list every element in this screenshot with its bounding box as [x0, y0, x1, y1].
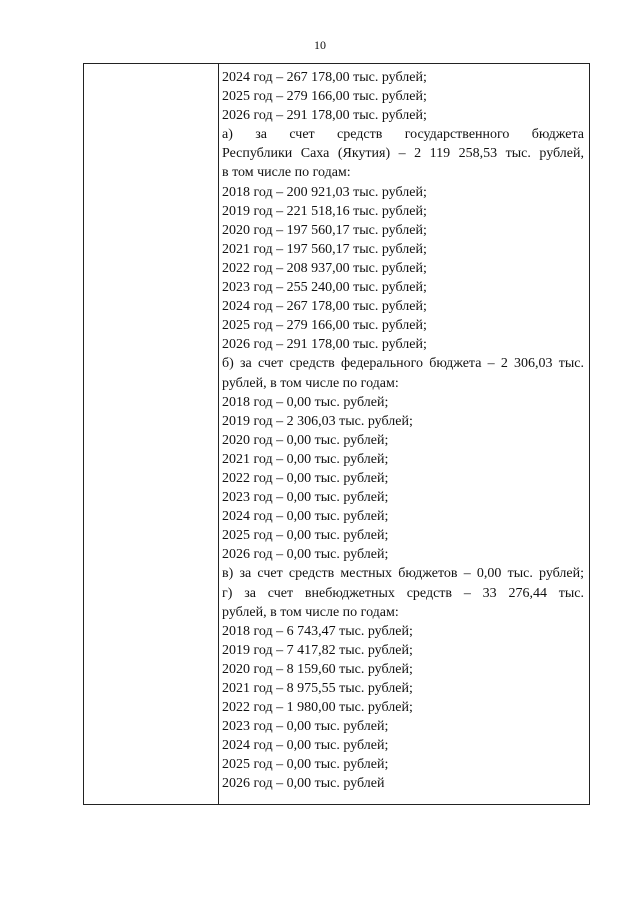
- table-left-cell: [84, 64, 218, 804]
- funding-line: 2022 год – 208 937,00 тыс. рублей;: [222, 260, 427, 276]
- funding-line: 2020 год – 0,00 тыс. рублей;: [222, 432, 389, 448]
- funding-line: 2026 год – 0,00 тыс. рублей: [222, 776, 385, 792]
- funding-line: в том числе по годам:: [222, 165, 351, 181]
- funding-line: 2023 год – 0,00 тыс. рублей;: [222, 719, 389, 735]
- funding-line: г) за счет внебюджетных средств – 33 276,44 тыс.: [222, 585, 584, 601]
- funding-line: 2025 год – 279 166,00 тыс. рублей;: [222, 89, 427, 105]
- funding-line: 2020 год – 197 560,17 тыс. рублей;: [222, 222, 427, 238]
- funding-line: 2026 год – 291 178,00 тыс. рублей;: [222, 337, 427, 353]
- funding-line: 2024 год – 0,00 тыс. рублей;: [222, 738, 389, 754]
- funding-line: 2020 год – 8 159,60 тыс. рублей;: [222, 661, 413, 677]
- funding-line: 2018 год – 0,00 тыс. рублей;: [222, 394, 389, 410]
- funding-line: 2025 год – 0,00 тыс. рублей;: [222, 528, 389, 544]
- funding-line: рублей, в том числе по годам:: [222, 604, 399, 620]
- funding-line: 2018 год – 200 921,03 тыс. рублей;: [222, 184, 427, 200]
- funding-line: 2024 год – 267 178,00 тыс. рублей;: [222, 299, 427, 315]
- funding-line: а) за счет средств государственного бюджета: [222, 127, 584, 143]
- funding-line: б) за счет средств федерального бюджета – 2 306,03 тыс.: [222, 356, 584, 372]
- funding-line: 2026 год – 0,00 тыс. рублей;: [222, 547, 389, 563]
- funding-line: 2019 год – 7 417,82 тыс. рублей;: [222, 642, 413, 658]
- funding-line: 2022 год – 0,00 тыс. рублей;: [222, 470, 389, 486]
- funding-line: 2018 год – 6 743,47 тыс. рублей;: [222, 623, 413, 639]
- funding-line: в) за счет средств местных бюджетов – 0,00 тыс. рублей;: [222, 566, 584, 582]
- funding-line: 2023 год – 0,00 тыс. рублей;: [222, 490, 389, 506]
- funding-line: 2025 год – 0,00 тыс. рублей;: [222, 757, 389, 773]
- table-right-cell: [222, 68, 584, 794]
- funding-line: 2026 год – 291 178,00 тыс. рублей;: [222, 108, 427, 124]
- funding-line: 2019 год – 221 518,16 тыс. рублей;: [222, 203, 427, 219]
- funding-line: 2023 год – 255 240,00 тыс. рублей;: [222, 280, 427, 296]
- funding-line: Республики Саха (Якутия) – 2 119 258,53 тыс. рублей,: [222, 146, 584, 162]
- funding-line: 2022 год – 1 980,00 тыс. рублей;: [222, 700, 413, 716]
- funding-line: 2025 год – 279 166,00 тыс. рублей;: [222, 318, 427, 334]
- column-divider: [218, 64, 219, 804]
- funding-line: 2024 год – 0,00 тыс. рублей;: [222, 509, 389, 525]
- budget-table: [83, 63, 590, 805]
- funding-line: рублей, в том числе по годам:: [222, 375, 399, 391]
- funding-line: 2024 год – 267 178,00 тыс. рублей;: [222, 70, 427, 85]
- funding-line: 2019 год – 2 306,03 тыс. рублей;: [222, 413, 413, 429]
- funding-line: 2021 год – 8 975,55 тыс. рублей;: [222, 681, 413, 696]
- funding-line: 2021 год – 197 560,17 тыс. рублей;: [222, 241, 427, 257]
- funding-line: 2021 год – 0,00 тыс. рублей;: [222, 451, 389, 467]
- page-number: 10: [314, 38, 326, 52]
